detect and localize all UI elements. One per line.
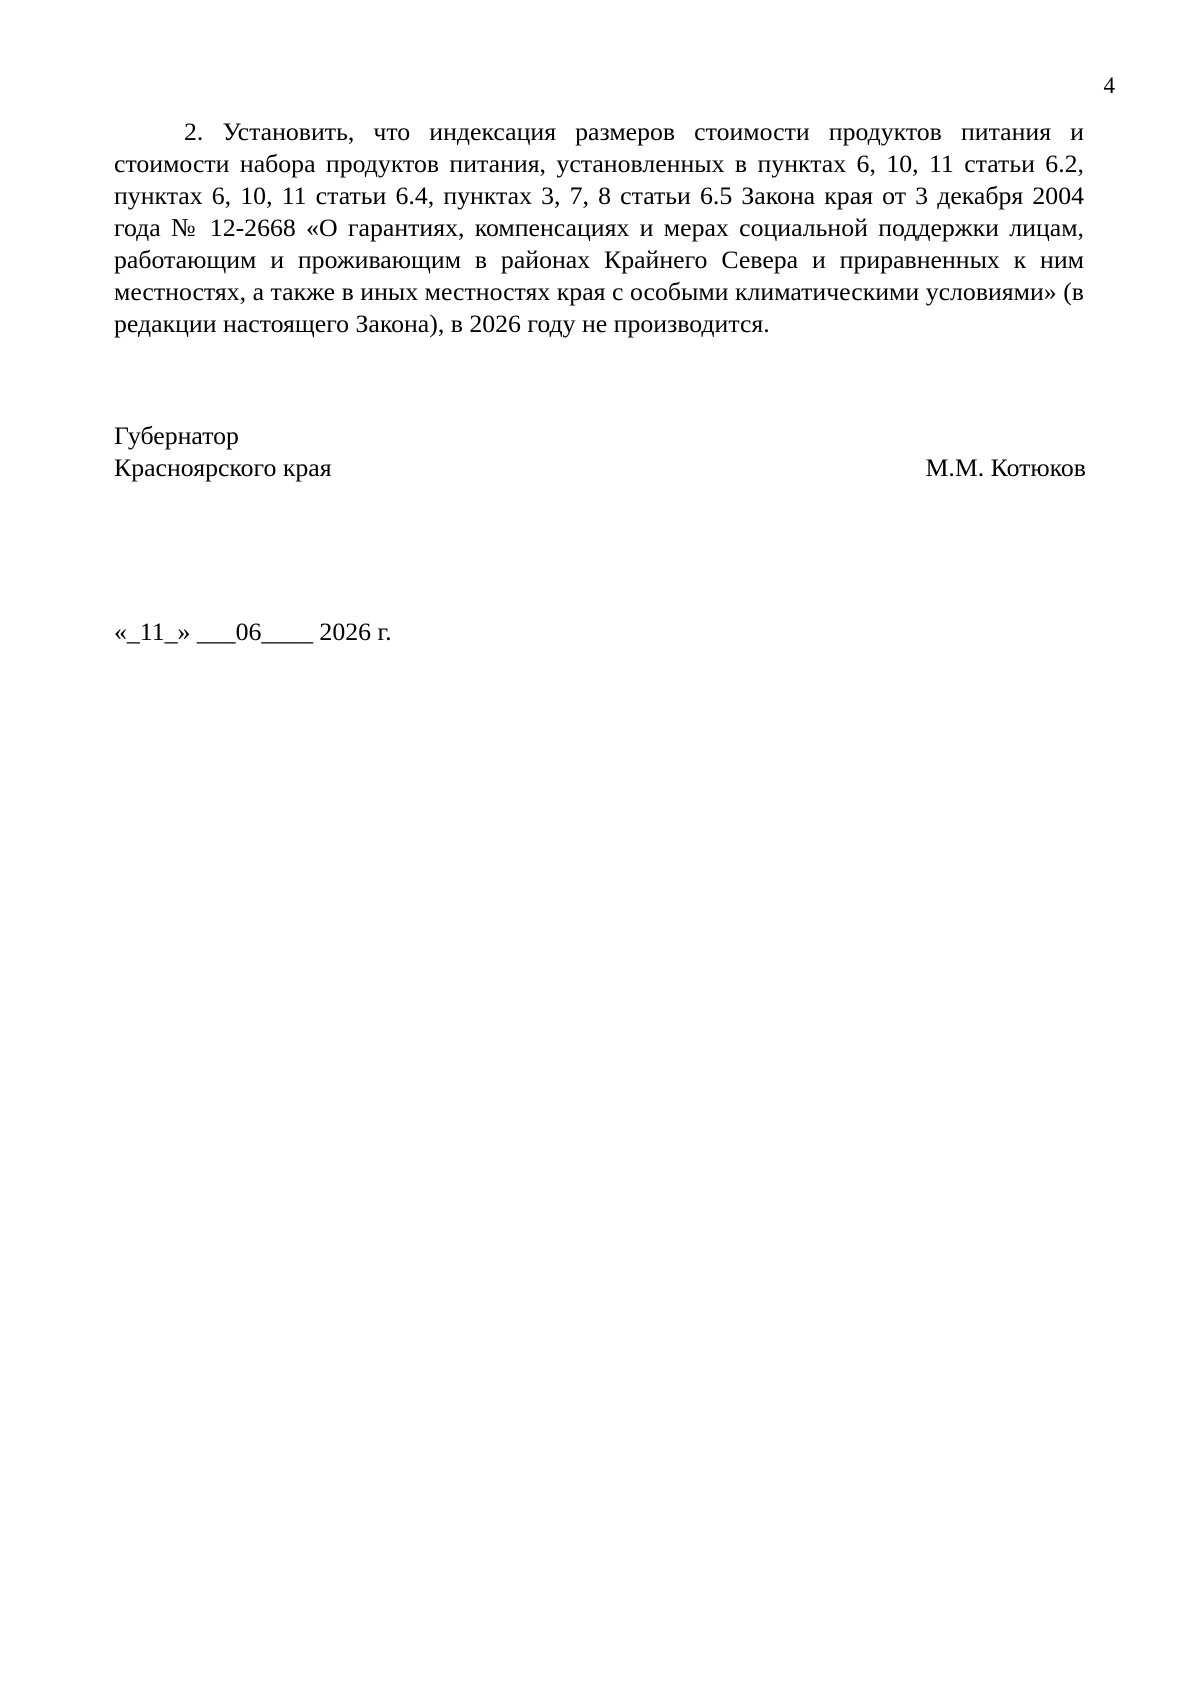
signatory-title-line1: Губернатор (114, 421, 239, 450)
body-paragraph-2: 2. Установить, что индексация размеров стоимости продуктов питания и стоимости набора продуктов питания, установленных в пунктах 6, 10, 11 статьи 6.2, пунктах 6, 10, 11 статьи 6.4, пунктах 3, 7, 8 статьи 6.5 Закона края от 3 декабря 2004 года № 12-2668 «О гарантиях, компенсациях и мерах социальной поддержки лицам, работающим и проживающим в районах Крайнего Севера и приравненных к ним местностях, а также в иных местностях края с особыми климатическими условиями» (в редакции настоящего Закона), в 2026 году не производится. (114, 117, 1084, 338)
page-number: 4 (1103, 73, 1115, 98)
signatory-name: М.М. Котюков (925, 453, 1086, 482)
signature-line (114, 452, 1086, 484)
signing-date: «_11_» ___06____ 2026 г. (114, 617, 392, 646)
signature-block (114, 420, 1086, 484)
signatory-title-line2: Красноярского края (114, 453, 332, 482)
